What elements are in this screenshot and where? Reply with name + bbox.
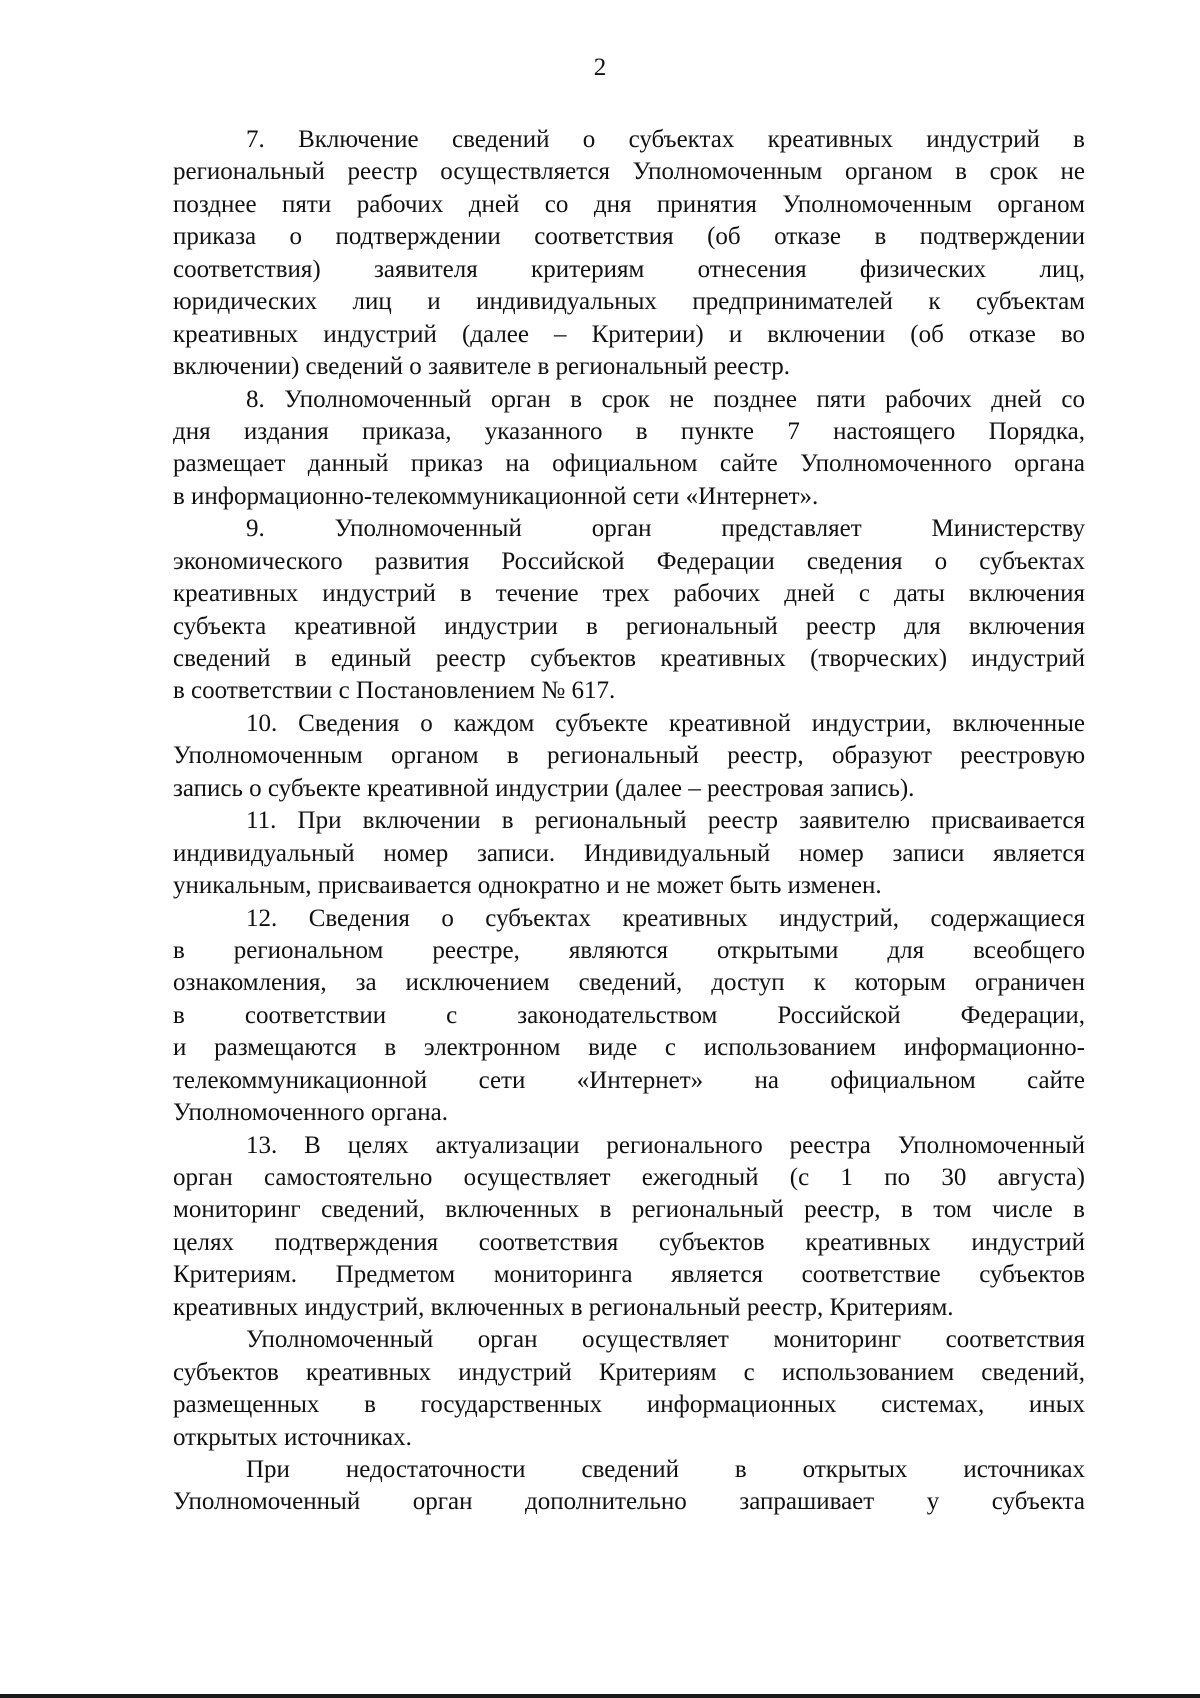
- text-line: Уполномоченного органа.: [173, 1099, 448, 1127]
- text-line: в соответствии с законодательством Российской Федерации,: [173, 1001, 1085, 1029]
- text-line: Уполномоченный орган дополнительно запрашивает у субъекта: [173, 1488, 1085, 1516]
- text-line: 7. Включение сведений о субъектах креативных индустрий в: [246, 126, 1085, 153]
- text-line: в информационно-телекоммуникационной сети «Интернет».: [173, 482, 819, 510]
- text-line: открытых источниках.: [173, 1423, 412, 1451]
- text-line: уникальным, присваивается однократно и не может быть изменен.: [173, 872, 882, 900]
- text-line: Уполномоченный орган осуществляет мониторинг соответствия: [246, 1326, 1085, 1354]
- text-line: Уполномоченным органом в региональный реестр, образуют реестровую: [173, 742, 1085, 770]
- text-line: 12. Сведения о субъектах креативных индустрий, содержащиеся: [246, 904, 1085, 932]
- text-line: субъекта креативной индустрии в региональный реестр для включения: [173, 612, 1085, 640]
- text-line: юридических лиц и индивидуальных предпринимателей к субъектам: [173, 288, 1085, 316]
- text-line: в соответствии с Постановлением № 617.: [173, 677, 616, 705]
- text-line: креативных индустрий в течение трех рабочих дней с даты включения: [173, 580, 1085, 608]
- text-line: 10. Сведения о каждом субъекте креативной индустрии, включенные: [246, 709, 1085, 737]
- text-line: дня издания приказа, указанного в пункте 7 настоящего Порядка,: [173, 417, 1085, 445]
- text-line: и размещаются в электронном виде с использованием информационно-: [173, 1034, 1085, 1062]
- page-number: 2: [593, 54, 607, 81]
- text-line: индивидуальный номер записи. Индивидуальный номер записи является: [173, 839, 1085, 867]
- text-line: позднее пяти рабочих дней со дня принятия Уполномоченным органом: [173, 190, 1085, 218]
- text-line: мониторинг сведений, включенных в региональный реестр, в том числе в: [173, 1196, 1085, 1224]
- text-line: запись о субъекте креативной индустрии (далее – реестровая запись).: [173, 774, 915, 802]
- text-line: включении) сведений о заявителе в региональный реестр.: [173, 353, 791, 381]
- text-line: экономического развития Российской Федерации сведения о субъектах: [173, 547, 1085, 575]
- text-line: орган самостоятельно осуществляет ежегодный (с 1 по 30 августа): [173, 1164, 1085, 1191]
- text-line: размещает данный приказ на официальном сайте Уполномоченного органа: [173, 450, 1085, 478]
- text-line: целях подтверждения соответствия субъектов креативных индустрий: [173, 1228, 1085, 1256]
- text-line: 9. Уполномоченный орган представляет Министерству: [246, 515, 1085, 543]
- text-line: размещенных в государственных информационных системах, иных: [173, 1391, 1085, 1419]
- text-line: сведений в единый реестр субъектов креативных (творческих) индустрий: [173, 645, 1085, 672]
- text-line: 8. Уполномоченный орган в срок не позднее пяти рабочих дней со: [246, 385, 1085, 413]
- text-line: 13. В целях актуализации регионального реестра Уполномоченный: [246, 1131, 1085, 1159]
- text-line: приказа о подтверждении соответствия (об отказе в подтверждении: [173, 223, 1085, 251]
- document-body: [173, 124, 1085, 1519]
- text-line: в региональном реестре, являются открытыми для всеобщего: [173, 936, 1085, 964]
- text-line: креативных индустрий, включенных в региональный реестр, Критериям.: [173, 1293, 954, 1321]
- text-line: соответствия) заявителя критериям отнесения физических лиц,: [173, 255, 1085, 283]
- text-line: 11. При включении в региональный реестр заявителю присваивается: [246, 807, 1085, 835]
- text-line: телекоммуникационной сети «Интернет» на официальном сайте: [173, 1066, 1085, 1094]
- text-line: креативных индустрий (далее – Критерии) и включении (об отказе во: [173, 320, 1085, 348]
- text-line: субъектов креативных индустрий Критериям с использованием сведений,: [173, 1358, 1085, 1386]
- text-line: При недостаточности сведений в открытых источниках: [246, 1455, 1085, 1483]
- text-line: ознакомления, за исключением сведений, доступ к которым ограничен: [173, 969, 1085, 997]
- text-line: Критериям. Предметом мониторинга является соответствие субъектов: [173, 1261, 1085, 1289]
- text-line: региональный реестр осуществляется Уполномоченным органом в срок не: [173, 158, 1085, 186]
- scan-bottom-edge: [0, 1694, 1200, 1698]
